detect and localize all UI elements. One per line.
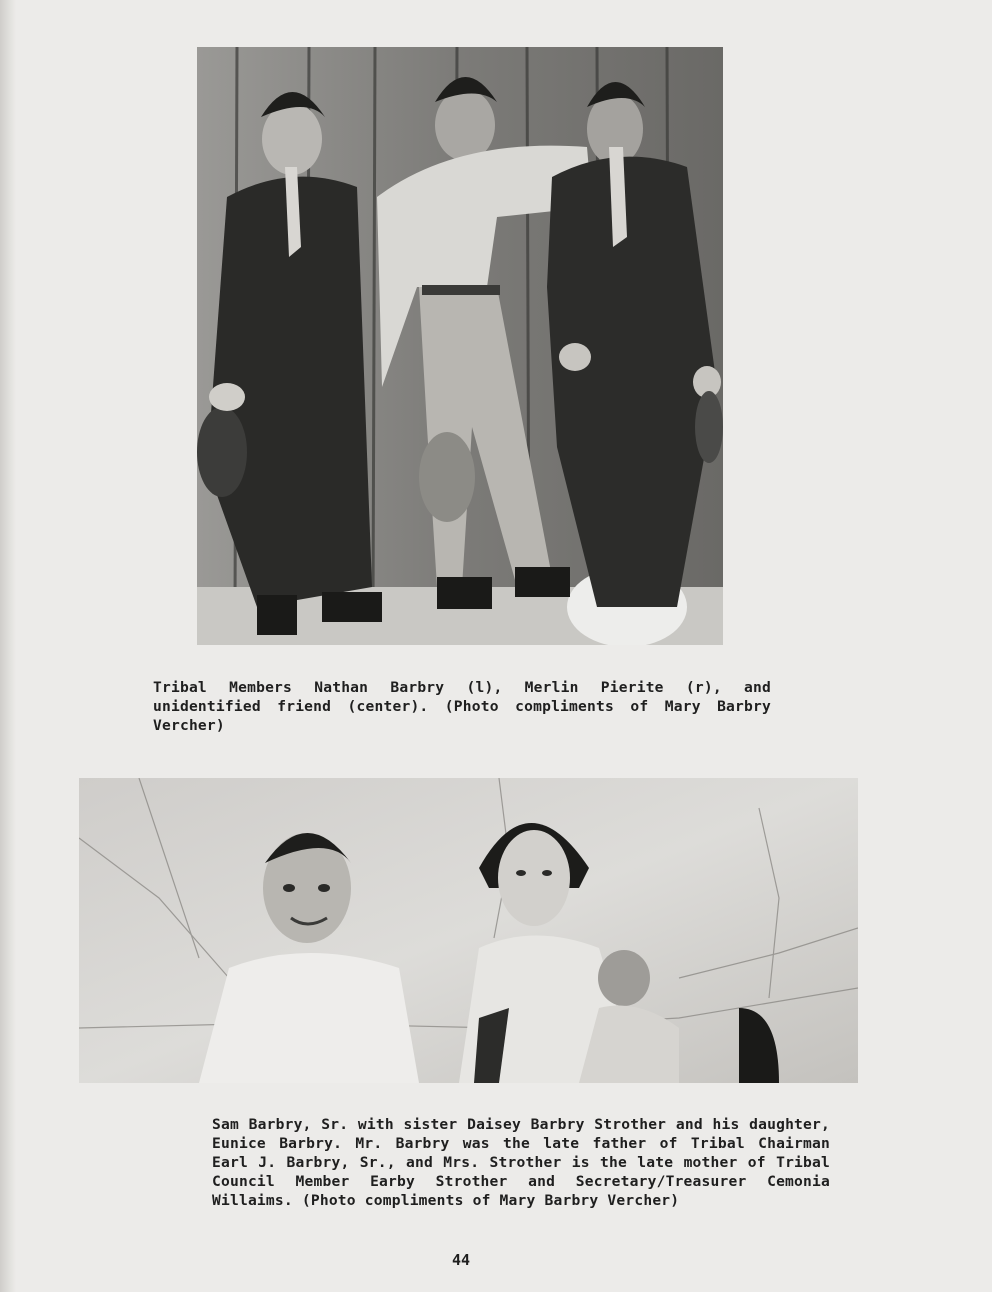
page-number: 44 [452,1251,471,1269]
photo-caption-bottom: Sam Barbry, Sr. with sister Daisey Barbry Strother and his daughter, Eunice Barbry. Mr. Barbry was the late father of Tribal Chairman Earl J. Barbry, Sr., and Mrs. Strother is the late mother of Tribal Council Member Earby Strother and Secretary/Treasurer Cemonia Willaims. (Photo compliments of Mary Barbry Vercher) [212,1116,830,1209]
photo-family-image [79,778,858,1083]
photo-caption-top: Tribal Members Nathan Barbry (l), Merlin Pierite (r), and unidentified friend (center). (Photo compliments of Mary Barbry Vercher) [153,679,771,734]
photo-three-men [197,47,723,645]
photo-family [79,778,858,1083]
photo-three-men-image [197,47,723,645]
page-binding-shadow [0,0,16,1292]
